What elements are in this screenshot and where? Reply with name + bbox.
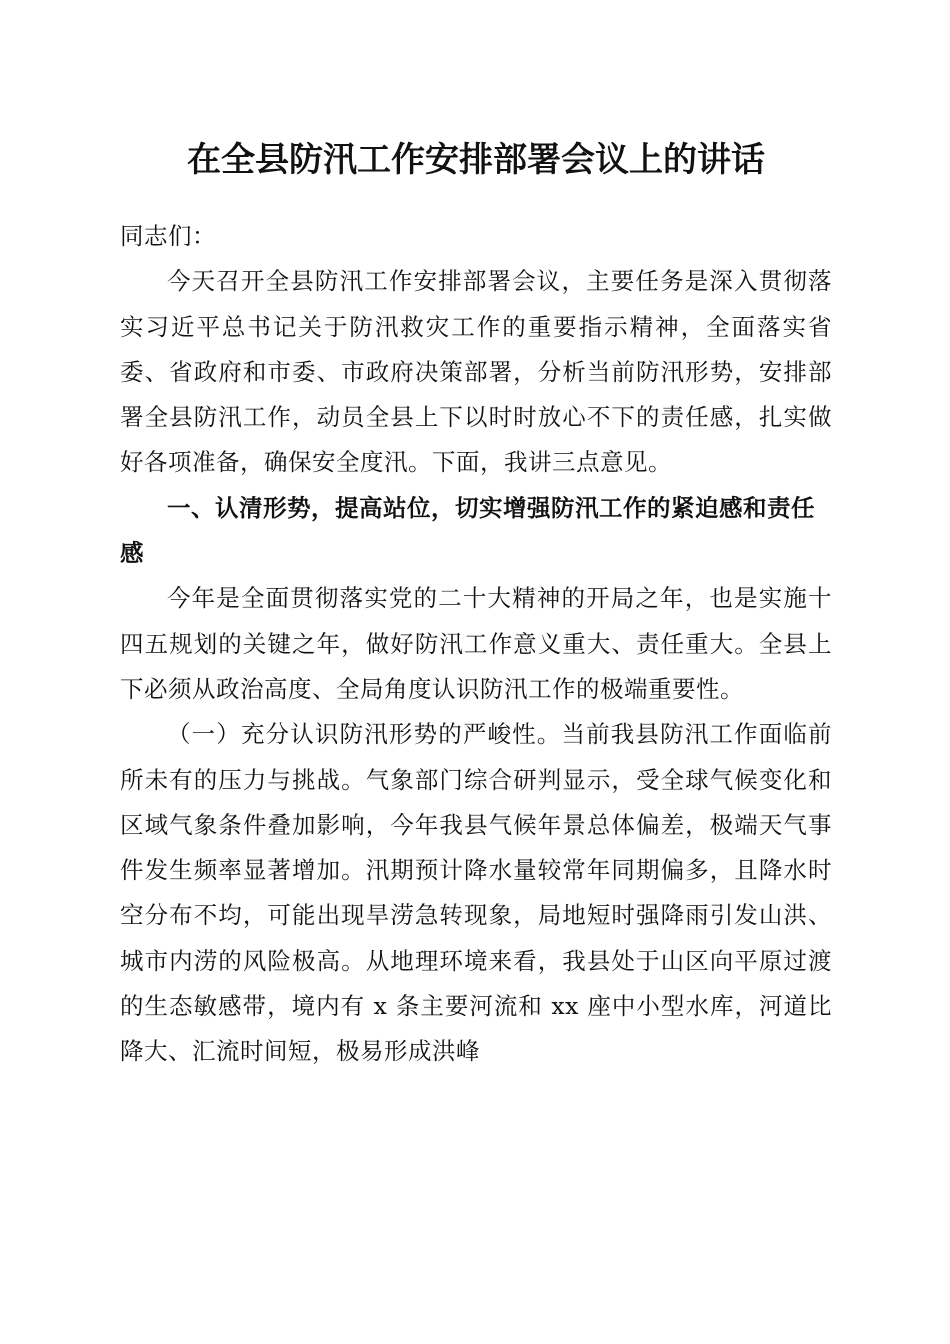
- subsection-1-body: 当前我县防汛工作面临前所未有的压力与挑战。气象部门综合研判显示，受全球气候变化和区域气象条件叠加影响，今年我县气候年景总体偏差，极端天气事件发生频率显著增加。汛期预计降水量较常年同期偏多，且降水时空分布不均，可能出现旱涝急转现象，局地短时强降雨引发山洪、城市内涝的风险极高。从地理环境来看，我县处于山区向平原过渡的生态敏感带，境内有 x 条主要河流和 xx 座中小型水库，河道比降大、汇流时间短，极易形成洪峰: [120, 720, 833, 1066]
- section-1-heading: 一、认清形势，提高站位，切实增强防汛工作的紧迫感和责任感: [120, 493, 815, 568]
- document-body: [120, 132, 832, 1075]
- document-title: 在全县防汛工作安排部署会议上的讲话: [187, 140, 765, 180]
- subsection-1-paragraph: [120, 712, 832, 1074]
- intro-paragraph: 今天召开全县防汛工作安排部署会议，主要任务是深入贯彻落实习近平总书记关于防汛救灾工作的重要指示精神，全面落实省委、省政府和市委、市政府决策部署，分析当前防汛形势，安排部署全县防汛工作，动员全县上下以时时放心不下的责任感，扎实做好各项准备，确保安全度汛。下面，我讲三点意见。: [120, 267, 832, 477]
- section-1-paragraph: 今年是全面贯彻落实党的二十大精神的开局之年，也是实施十四五规划的关键之年，做好防汛工作意义重大、责任重大。全县上下必须从政治高度、全局角度认识防汛工作的极端重要性。: [120, 584, 832, 703]
- greeting: 同志们：: [120, 222, 216, 250]
- subsection-1-lead: （一）充分认识防汛形势的严峻性。: [167, 720, 562, 749]
